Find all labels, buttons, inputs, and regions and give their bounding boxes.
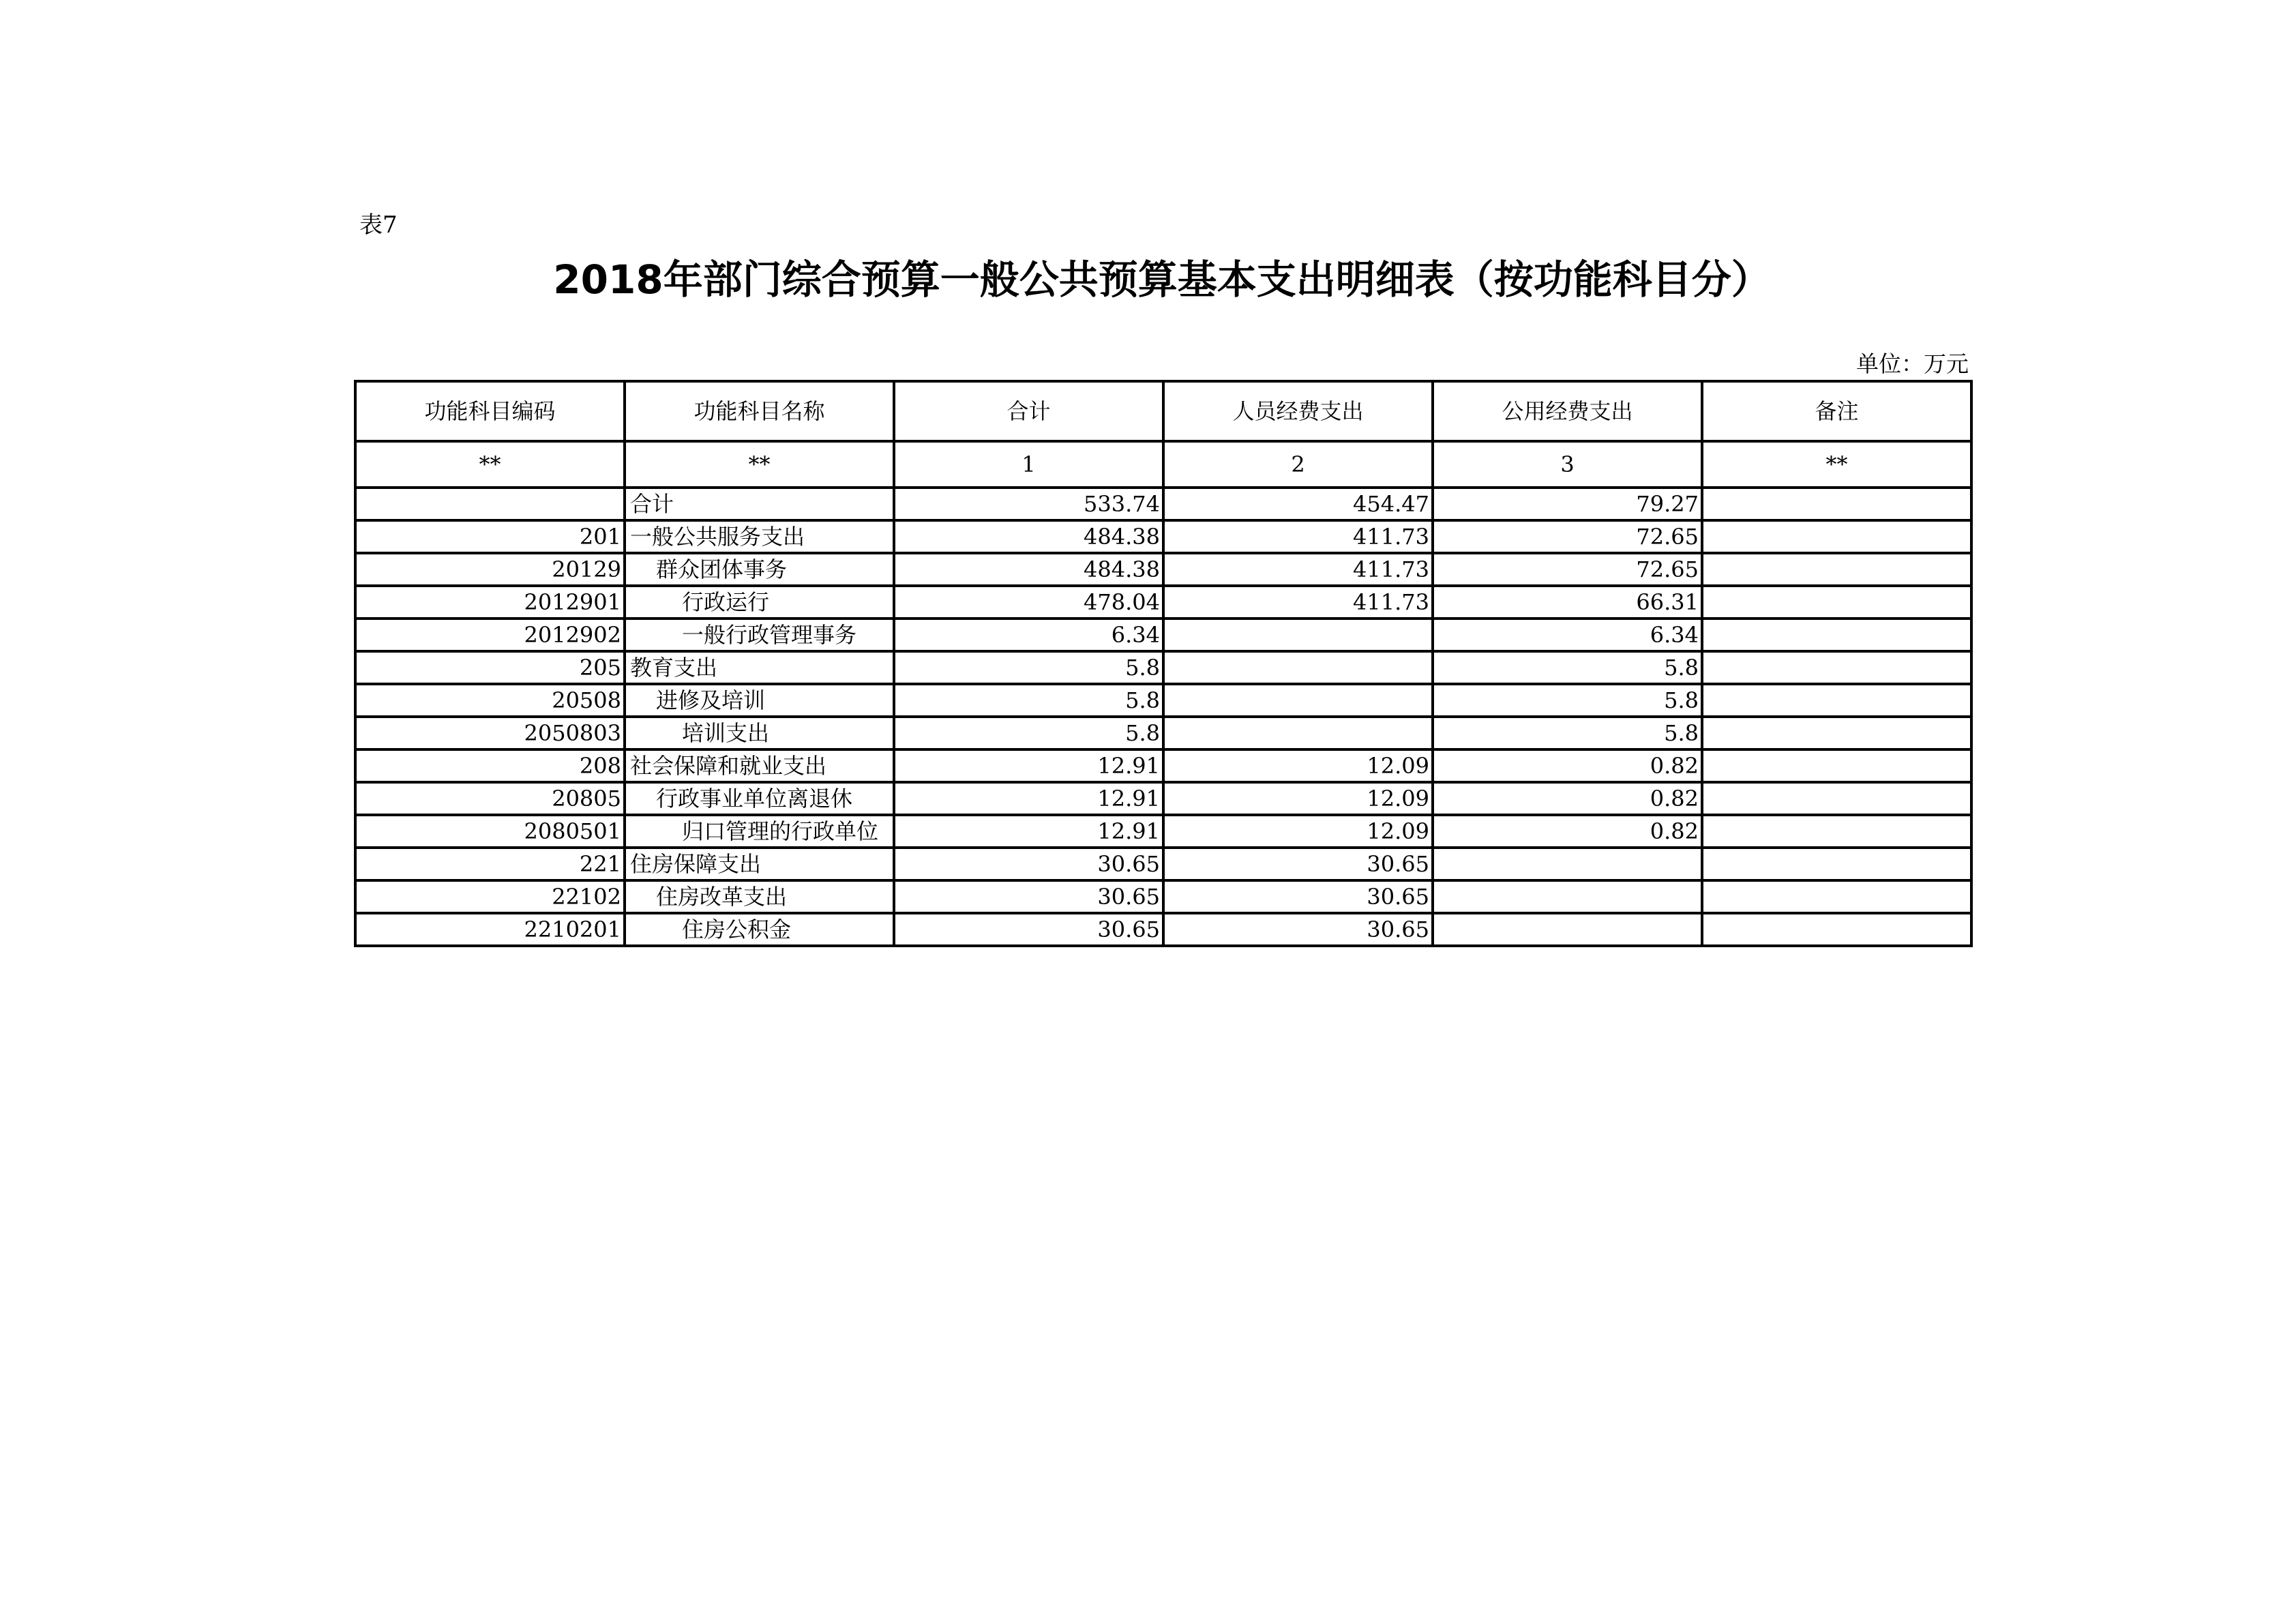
cell-note [1702, 553, 1971, 586]
cell-code: 2012901 [355, 586, 625, 619]
table-row [355, 749, 1971, 782]
index-total: 1 [894, 441, 1163, 488]
cell-code: 2210201 [355, 913, 625, 946]
header-name: 功能科目名称 [625, 381, 894, 441]
header-note: 备注 [1702, 381, 1971, 441]
cell-personnel [1163, 619, 1433, 651]
cell-personnel: 411.73 [1163, 553, 1433, 586]
cell-name: 一般公共服务支出 [625, 520, 894, 553]
table-row [355, 619, 1971, 651]
table-row [355, 880, 1971, 913]
header-code: 功能科目编码 [355, 381, 625, 441]
table-row [355, 488, 1971, 520]
cell-total: 30.65 [894, 913, 1163, 946]
cell-total: 484.38 [894, 553, 1163, 586]
table-row [355, 684, 1971, 717]
cell-public: 66.31 [1433, 586, 1702, 619]
cell-total: 6.34 [894, 619, 1163, 651]
index-code: ** [355, 441, 625, 488]
cell-personnel [1163, 651, 1433, 684]
cell-public [1433, 848, 1702, 880]
cell-personnel: 12.09 [1163, 815, 1433, 848]
table-row [355, 717, 1971, 749]
cell-note [1702, 684, 1971, 717]
table-row [355, 913, 1971, 946]
cell-personnel: 12.09 [1163, 749, 1433, 782]
cell-note [1702, 913, 1971, 946]
cell-note [1702, 782, 1971, 815]
cell-note [1702, 848, 1971, 880]
cell-name: 行政事业单位离退休 [625, 782, 894, 815]
cell-note [1702, 651, 1971, 684]
header-total: 合计 [894, 381, 1163, 441]
cell-total: 478.04 [894, 586, 1163, 619]
cell-name: 一般行政管理事务 [625, 619, 894, 651]
cell-note [1702, 717, 1971, 749]
cell-public: 72.65 [1433, 553, 1702, 586]
cell-note [1702, 619, 1971, 651]
table-row [355, 553, 1971, 586]
cell-code: 2012902 [355, 619, 625, 651]
cell-code: 221 [355, 848, 625, 880]
cell-note [1702, 880, 1971, 913]
cell-total: 30.65 [894, 848, 1163, 880]
table-row [355, 848, 1971, 880]
budget-table-body [355, 381, 1971, 946]
table-row [355, 651, 1971, 684]
index-note: ** [1702, 441, 1971, 488]
cell-code: 22102 [355, 880, 625, 913]
cell-note [1702, 749, 1971, 782]
table-row [355, 782, 1971, 815]
cell-note [1702, 586, 1971, 619]
cell-public: 72.65 [1433, 520, 1702, 553]
cell-code: 205 [355, 651, 625, 684]
cell-name: 进修及培训 [625, 684, 894, 717]
cell-name: 培训支出 [625, 717, 894, 749]
index-public: 3 [1433, 441, 1702, 488]
table-header-row [355, 381, 1971, 441]
table-index-row [355, 441, 1971, 488]
cell-public: 0.82 [1433, 749, 1702, 782]
cell-code: 20805 [355, 782, 625, 815]
cell-public: 79.27 [1433, 488, 1702, 520]
document-title: 2018年部门综合预算一般公共预算基本支出明细表（按功能科目分） [553, 256, 1771, 303]
cell-personnel: 454.47 [1163, 488, 1433, 520]
cell-personnel: 12.09 [1163, 782, 1433, 815]
cell-total: 484.38 [894, 520, 1163, 553]
cell-name: 教育支出 [625, 651, 894, 684]
cell-total: 30.65 [894, 880, 1163, 913]
cell-public: 0.82 [1433, 815, 1702, 848]
cell-name: 住房改革支出 [625, 880, 894, 913]
table-row [355, 520, 1971, 553]
cell-code: 201 [355, 520, 625, 553]
cell-code [355, 488, 625, 520]
index-personnel: 2 [1163, 441, 1433, 488]
cell-name: 群众团体事务 [625, 553, 894, 586]
cell-personnel: 30.65 [1163, 880, 1433, 913]
cell-total: 533.74 [894, 488, 1163, 520]
budget-table [354, 380, 1973, 947]
cell-name: 住房公积金 [625, 913, 894, 946]
cell-total: 12.91 [894, 782, 1163, 815]
cell-note [1702, 488, 1971, 520]
index-name: ** [625, 441, 894, 488]
unit-label: 单位：万元 [1856, 351, 1969, 377]
cell-total: 5.8 [894, 684, 1163, 717]
cell-personnel: 30.65 [1163, 848, 1433, 880]
cell-name: 住房保障支出 [625, 848, 894, 880]
header-personnel: 人员经费支出 [1163, 381, 1433, 441]
cell-total: 5.8 [894, 651, 1163, 684]
cell-name: 社会保障和就业支出 [625, 749, 894, 782]
cell-public: 5.8 [1433, 651, 1702, 684]
cell-code: 2050803 [355, 717, 625, 749]
cell-code: 20129 [355, 553, 625, 586]
header-public: 公用经费支出 [1433, 381, 1702, 441]
cell-name: 行政运行 [625, 586, 894, 619]
cell-total: 12.91 [894, 815, 1163, 848]
cell-note [1702, 520, 1971, 553]
table-row [355, 586, 1971, 619]
cell-public [1433, 880, 1702, 913]
cell-personnel [1163, 684, 1433, 717]
cell-code: 20508 [355, 684, 625, 717]
cell-public: 6.34 [1433, 619, 1702, 651]
cell-name: 归口管理的行政单位 [625, 815, 894, 848]
cell-note [1702, 815, 1971, 848]
cell-public: 5.8 [1433, 684, 1702, 717]
cell-personnel: 411.73 [1163, 586, 1433, 619]
cell-name: 合计 [625, 488, 894, 520]
table-number-label: 表7 [359, 211, 398, 239]
cell-public [1433, 913, 1702, 946]
cell-personnel: 30.65 [1163, 913, 1433, 946]
cell-total: 12.91 [894, 749, 1163, 782]
cell-public: 5.8 [1433, 717, 1702, 749]
cell-public: 0.82 [1433, 782, 1702, 815]
cell-personnel [1163, 717, 1433, 749]
table-row [355, 815, 1971, 848]
cell-personnel: 411.73 [1163, 520, 1433, 553]
cell-code: 208 [355, 749, 625, 782]
cell-code: 2080501 [355, 815, 625, 848]
cell-total: 5.8 [894, 717, 1163, 749]
